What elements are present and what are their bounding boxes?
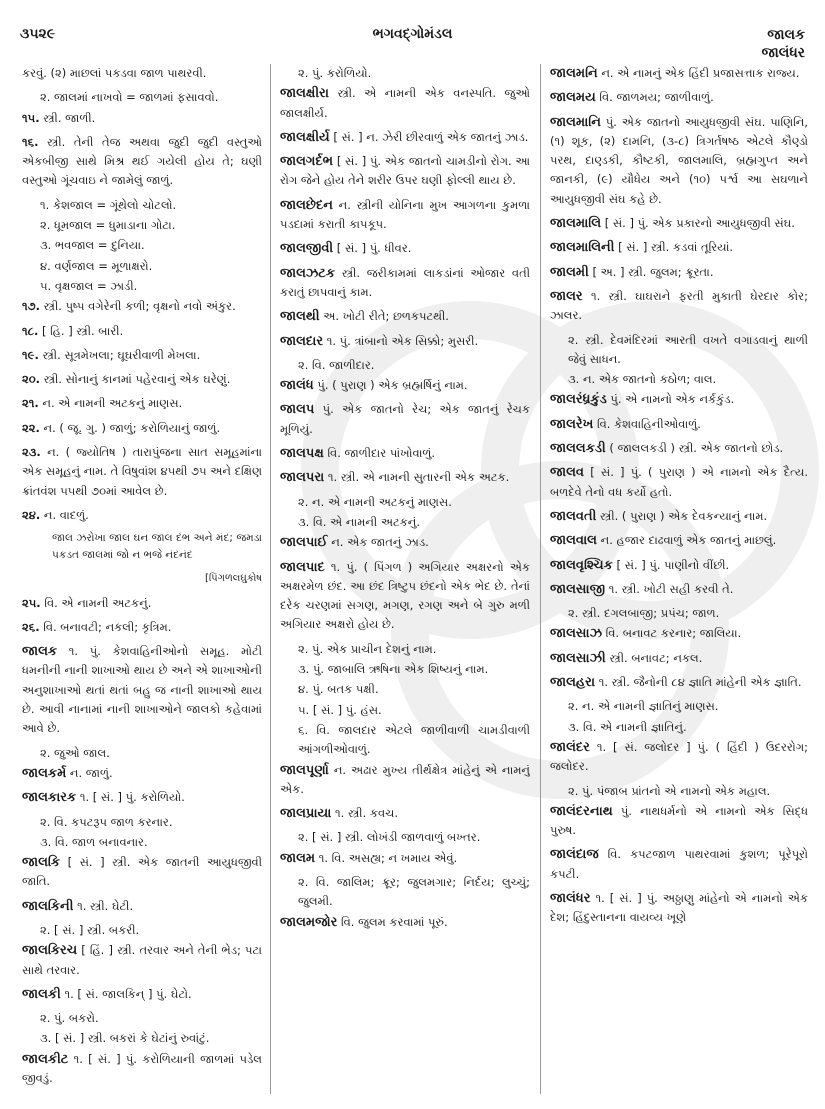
definition-text: ૩. [ સં. ] સ્ત્રી. બકરાં કે ઘેટાંનું રુવાંટું. bbox=[40, 1031, 210, 1046]
sub-sense bbox=[22, 833, 262, 852]
definition-text: [ સં. ] પું. ( પુરાણ ) એ નામનો એક દૈત્ય. બળદેવે તેનો વધ કર્યો હતો. bbox=[550, 465, 808, 499]
definition-text: વિ. બનાવટી; નકલી; કૃત્રિમ. bbox=[43, 619, 172, 634]
definition-text: ૨. વિ. જાલિમ; ક્રૂર; જુલમગાર; નિર્દય; લુચ્ચું; જુલમી. bbox=[298, 874, 530, 909]
definition-text: જાલ ઝરોખા જાલ ઘન જાલ દંભ અને મંદ; જમડા પકડત જાલમાં જો ન ભજે નંદનંદ bbox=[52, 532, 262, 562]
definition-text: વિ. બનાવટ કરનાર; જાલિયા. bbox=[605, 626, 742, 641]
sense-number: ૧૬. bbox=[22, 134, 39, 149]
dictionary-entry bbox=[550, 263, 808, 282]
headword: જાલદાર bbox=[280, 333, 324, 349]
sense-number: ૨૬. bbox=[22, 619, 40, 634]
definition-text: [ અ. ] સ્ત્રી. જુલમ; ક્રૂરતા. bbox=[592, 264, 714, 279]
definition-text: ૨. વિ. કપટરૂપ જાળ કરનાર. bbox=[40, 814, 173, 829]
dictionary-entry bbox=[550, 238, 808, 257]
dictionary-entry bbox=[550, 673, 808, 692]
definition-text: ૪. પું. બતક પક્ષી. bbox=[298, 682, 379, 697]
sub-sense bbox=[22, 813, 262, 832]
definition-text: વિ. કેશવાહિનીઓવાળું. bbox=[596, 416, 701, 431]
definition-text: ૩. વિ. એ નામની અટકનું. bbox=[298, 514, 421, 529]
citation bbox=[22, 530, 262, 564]
definition-text: વિ. જુલમ કરવામાં પૂરું. bbox=[341, 914, 448, 929]
definition-text: સ્ત્રી. બનાવટ; નકલ. bbox=[609, 650, 703, 665]
dictionary-entry bbox=[280, 264, 530, 303]
sub-sense bbox=[280, 640, 530, 659]
sub-sense bbox=[22, 236, 262, 255]
dictionary-entry bbox=[22, 594, 262, 613]
headword: જાલજીવી bbox=[280, 241, 334, 257]
headword: જાલમજોર bbox=[280, 914, 338, 930]
dictionary-entry bbox=[22, 941, 262, 980]
dictionary-entry bbox=[280, 913, 530, 932]
definition-text: ન. સ્ત્રીની યોનિના મુખ આગળના કુમળા પડદામાં કરાતી કાપકૂપ. bbox=[280, 197, 530, 232]
dictionary-entry bbox=[550, 64, 808, 83]
headword: જાલપાદ bbox=[280, 559, 325, 575]
headword: જાલંદરનાથ bbox=[550, 803, 613, 819]
definition-text: ૫. [ સં. ] પું. હંસ. bbox=[298, 702, 382, 717]
headword: જાલંદાજ bbox=[550, 847, 599, 863]
headword: જાલસાઝી bbox=[550, 650, 606, 666]
definition-text: ૬. વિ. જાલદાર એટલે જાળીવાળી ચામડીવાળી આંગળીઓવાળું. bbox=[298, 722, 530, 757]
dictionary-entry bbox=[550, 556, 808, 575]
definition-text: ૧. સ્ત્રી. ઘાઘરાને ફરતી મુકાતી ઘેરદાર કોર; ઝાલર. bbox=[550, 288, 808, 323]
definition-text: ૧. કેશજાલ = ગૂંથેલો ચોટલો. bbox=[40, 197, 177, 212]
sense-number: ૨૫. bbox=[22, 595, 41, 610]
guide-word-last: જાલંધર bbox=[761, 45, 805, 61]
column-divider bbox=[540, 64, 541, 1094]
sub-sense bbox=[280, 873, 530, 912]
definition-text: વિ. જાળમય; જાળીવાળું. bbox=[599, 90, 714, 105]
dictionary-entry bbox=[280, 400, 530, 439]
definition-text: સ્ત્રી. ( પુરાણ ) એક દેવકન્યાનું નામ. bbox=[600, 508, 768, 523]
dictionary-entry bbox=[280, 444, 530, 463]
headword: જાલગર્દભ bbox=[280, 154, 334, 170]
column-3 bbox=[550, 64, 808, 1094]
sense-number: ૨૨. bbox=[22, 420, 40, 435]
definition-text: પું. એક જાતનો આયુધજીવી સંઘ. પાણિનિ, (૧) શૂક, (૨) દામનિ, (૩-૮) ત્રિગર્તષષ્ઠ એટલે કૌણ્ડો પરથ, દાણ્ડકી, કૌષ્ટકી, જાલમાલિ, બ્રહ્મગુપ્ત અને જાનકી, (૯) યૌધેય અને (૧૦) પર્શ્વ આ સઘળાને આયુધજીવી સંઘ કહે છે. bbox=[550, 114, 808, 206]
headword: જાલક્ષીરા bbox=[280, 86, 329, 102]
citation bbox=[22, 569, 262, 588]
dictionary-entry bbox=[550, 531, 808, 550]
definition-text: વિ. જાળીદાર પાંખોવાળું. bbox=[327, 446, 436, 461]
definition-text: ૧. [ સં. ] પું. અઠ્ઠાણુ માંહેનો એ નામનો એક દેશ; હિંદુસ્તાનના વાયવ્ય ખૂણે bbox=[550, 890, 808, 925]
definition-text: ૨. [ સં. ] સ્ત્રી. લોખંડી જાળવાળું બખ્તર. bbox=[298, 830, 481, 845]
dictionary-entry bbox=[22, 419, 262, 438]
sub-sense bbox=[22, 1029, 262, 1048]
sub-sense bbox=[22, 744, 262, 763]
dictionary-entry bbox=[22, 506, 262, 525]
headword: જાલરંધ્રકુંડ bbox=[550, 392, 607, 408]
dictionary-entry bbox=[280, 804, 530, 823]
definition-text: [ સં. ] પું. ધીવર. bbox=[336, 241, 412, 256]
definition-text: ૨. સ્ત્રી. દેવમંદિરમાં આરતી વખતે વગાડવાનું થાળી જેવું સાધન. bbox=[568, 332, 808, 366]
sense-number: ૨૩. bbox=[22, 445, 41, 460]
headword: જાલસાજી bbox=[550, 581, 606, 597]
sub-sense bbox=[280, 493, 530, 512]
dictionary-entry bbox=[280, 196, 530, 235]
dictionary-entry bbox=[22, 853, 262, 892]
headword: જાલપરા bbox=[280, 470, 325, 486]
definition-text: ૧. [ સં. ] પું. કરોળિયાની જાળમાં પડેલ જીવડું. bbox=[22, 1051, 262, 1086]
definition-text: ( જાલલકડી ) સ્ત્રી. એક જાતનો છોડ. bbox=[609, 441, 784, 456]
dictionary-entry bbox=[550, 113, 808, 209]
headword: જાલથી bbox=[280, 309, 320, 325]
definition-text: ૨. ન. એ નામની અટકનું માણસ. bbox=[298, 494, 452, 509]
sub-sense bbox=[22, 196, 262, 215]
dictionary-entry bbox=[22, 297, 262, 316]
sub-sense bbox=[22, 257, 262, 276]
sub-sense bbox=[550, 604, 808, 623]
definition-text: ૩. વિ. એ નામની જ્ઞાતિનું. bbox=[568, 719, 687, 734]
definition-text: ન. ( જ્યોતિષ ) તારાપુંજના સાત સમૂહમાંના એક સમૂહનું નામ. તે વિષુવાંશ ૪૫થી ૭૫ અને દક્ષિણ ક્રાંતવંશ ૫૫થી ૭૦માં આવેલ છે. bbox=[22, 445, 262, 498]
dictionary-entry bbox=[280, 128, 530, 147]
dictionary-entry bbox=[22, 443, 262, 501]
definition-text: ન. જાળું. bbox=[69, 765, 113, 780]
headword: જાલમી bbox=[550, 264, 589, 280]
definition-text: ૧. પું. કેશવાહિનીઓનો સમૂહ. મોટી ધમનીની નાની શાખાઓ થાય છે અને એ શાખાઓની અનુશાખાઓ થતાં થતાં બહુ જ નાની શાખાઓ થાય છે. આવી નાનામાં નાની શાખાઓને જાલકો કહેવામાં આવે છે. bbox=[22, 644, 262, 736]
sub-sense bbox=[280, 64, 530, 83]
definition-text: વિ. કપટજાળ પાથરવામાં કુશળ; પૂરેપૂરો કપટી. bbox=[550, 847, 808, 881]
headword: જાલમનિ bbox=[550, 66, 598, 81]
dictionary-entry bbox=[280, 558, 530, 635]
dictionary-entry bbox=[22, 370, 262, 389]
headword: જાલવૃશ્ચિક bbox=[550, 557, 613, 573]
dictionary-entry bbox=[22, 133, 262, 191]
definition-text: સ્ત્રી. જાળી. bbox=[43, 110, 96, 125]
dictionary-entry bbox=[22, 394, 262, 413]
sub-sense bbox=[550, 370, 808, 389]
headword: જાલવાલ bbox=[550, 533, 598, 549]
headword: જાલલકડી bbox=[550, 441, 606, 457]
definition-text: ૨. પું. એક પ્રાચીન દેશનું નામ. bbox=[298, 641, 437, 656]
headword: જાલરેખ bbox=[550, 416, 594, 432]
headword: જાલકારક bbox=[22, 790, 77, 806]
page-header bbox=[0, 22, 825, 62]
headword: જાલપ્રાયા bbox=[280, 806, 332, 822]
dictionary-entry bbox=[550, 287, 808, 326]
headword: જાલમ bbox=[280, 850, 316, 866]
definition-text: [ સં. ] ન. ઝેરી છીરવાળું એક જાતનું ઝાડ. bbox=[333, 129, 529, 144]
dictionary-entry bbox=[22, 64, 262, 83]
definition-text: સ્ત્રી. સૂત્રમેખલા; ઘૂઘરીવાળી મેખલા. bbox=[42, 347, 201, 362]
dictionary-entry bbox=[550, 889, 808, 928]
dictionary-entry bbox=[550, 507, 808, 526]
definition-text: ૨. પું. પંજાબ પ્રાંતનો એ નામનો એક મહાલ. bbox=[568, 783, 771, 798]
dictionary-entry bbox=[550, 845, 808, 884]
dictionary-entry bbox=[280, 376, 530, 395]
headword: જાલસાઝ bbox=[550, 626, 603, 642]
definition-text: ન. એ નામની અટકનું માણસ. bbox=[42, 396, 183, 411]
headword: જાલપ bbox=[280, 402, 315, 418]
definition-text: ૧. [ સં. ] પું. કરોળિયો. bbox=[79, 790, 185, 805]
dictionary-entry bbox=[280, 468, 530, 487]
dictionary-entry bbox=[550, 738, 808, 777]
definition-text: ૧. પું. ત્રાંબાનો એક સિક્કો; મુસરી. bbox=[326, 333, 479, 348]
dictionary-entry bbox=[22, 985, 262, 1004]
definition-text: સ્ત્રી. એ નામની એક વનસ્પતિ. જુઓ જાલક્ષીર્ય. bbox=[280, 86, 530, 120]
dictionary-entry bbox=[22, 346, 262, 365]
dictionary-entry bbox=[280, 332, 530, 351]
sub-sense bbox=[22, 88, 262, 107]
definition-text: ૧. સ્ત્રી. ખોટી સહી કરવી તે. bbox=[608, 581, 734, 596]
dictionary-entry bbox=[22, 788, 262, 807]
headword: જાલર bbox=[550, 288, 583, 304]
definition-text: ૩. ભવજાલ = દુનિયા. bbox=[40, 238, 145, 253]
definition-text: ન. અઢાર મુખ્ય તીર્થક્ષેત્ર માંહેનું એ નામનું એક. bbox=[280, 762, 530, 796]
definition-text: [ સં. ] પું. પાણીનો વીંછી. bbox=[616, 557, 730, 572]
sense-number: ૨૦. bbox=[22, 372, 41, 387]
headword: જાલકીટ bbox=[22, 1051, 69, 1067]
headword: જાલવ bbox=[550, 465, 584, 481]
sense-number: ૨૪. bbox=[22, 507, 41, 522]
page-number: ૩૫૨૯ bbox=[20, 26, 56, 42]
definition-text: ૧. સ્ત્રી. ઘેટી. bbox=[77, 898, 134, 913]
definition-text: ૧. વિ. અસહ્ય; ન ખમાય એવું. bbox=[318, 850, 458, 865]
definition-text: ન. એ નામનું એક હિંદી પ્રજાસત્તાક રાજ્ય. bbox=[601, 66, 800, 80]
dictionary-entry bbox=[22, 322, 262, 341]
definition-text: ૧. સ્ત્રી. એ નામની સુતારની એક અટક. bbox=[327, 470, 510, 485]
definition-text: ન. ( જૂ. ગુ. ) જાળું; કરોળિયાનું જાળું. bbox=[43, 420, 221, 435]
definition-text: ન. હજાર દાઢવાળું એક જાતનું માછલું. bbox=[600, 533, 777, 548]
column-1 bbox=[22, 64, 262, 1094]
definition-text: ૧. [ સં. જલોદર ] પું. ( હિંદી ) ઉદરરોગ; જલોદર. bbox=[550, 739, 808, 774]
definition-text: [ સં. ] સ્ત્રી. એક જાતની આયુધજીવી જાતિ. bbox=[22, 855, 262, 889]
headword: જાલછેદન bbox=[280, 197, 333, 213]
sub-sense bbox=[22, 216, 262, 235]
sub-sense bbox=[22, 921, 262, 940]
headword: જાલમાનિ bbox=[550, 114, 601, 130]
dictionary-entry bbox=[22, 642, 262, 738]
dictionary-entry bbox=[550, 214, 808, 233]
headword: જાલકી bbox=[22, 986, 61, 1002]
sense-number: ૨૧. bbox=[22, 396, 39, 411]
definition-text: ૨. [ સં. ] સ્ત્રી. બકરી. bbox=[40, 922, 140, 937]
sub-sense bbox=[280, 680, 530, 699]
headword: જાલંધર bbox=[550, 890, 591, 906]
sense-number: ૧૭. bbox=[22, 299, 40, 314]
headword: જાલક bbox=[22, 644, 58, 660]
definition-text: ૩. પું. જાબાલિ ઋષિના એક શિષ્યનું નામ. bbox=[298, 662, 489, 677]
dictionary-entry bbox=[550, 463, 808, 502]
sense-number: ૧૮. bbox=[22, 323, 39, 338]
headword: જાલહરા bbox=[550, 675, 596, 691]
sub-sense bbox=[22, 277, 262, 296]
sub-sense bbox=[280, 721, 530, 760]
sub-sense bbox=[280, 660, 530, 679]
definition-text: [ હિ. ] સ્ત્રી. બારી. bbox=[42, 323, 124, 338]
definition-text: પું. ( પુરાણ ) એક બ્રહ્મર્ષિનું નામ. bbox=[317, 378, 468, 393]
dictionary-entry bbox=[22, 618, 262, 637]
dictionary-entry bbox=[280, 849, 530, 868]
definition-text: ૨. જાલમાં નાખવો = જાળમાં ફસાવવો. bbox=[40, 90, 219, 105]
dictionary-entry bbox=[550, 580, 808, 599]
dictionary-entry bbox=[550, 649, 808, 668]
column-divider bbox=[270, 64, 271, 1094]
definition-text: ૫. વૃક્ષજાલ = ઝાડી. bbox=[40, 278, 138, 293]
definition-text: પું. નાથધર્મનો એ નામનો એક સિદ્ધ પુરુષ. bbox=[550, 803, 808, 838]
dictionary-entry bbox=[22, 897, 262, 916]
sub-sense bbox=[22, 1009, 262, 1028]
headword: જાલમાલિ bbox=[550, 216, 602, 232]
dictionary-entry bbox=[22, 1050, 262, 1089]
dictionary-columns bbox=[18, 64, 808, 1094]
sub-sense bbox=[550, 331, 808, 370]
definition-text: ૩. ન. એક જાતનો કઠોળ; વાલ. bbox=[568, 372, 717, 387]
headword: જાલપૂર્ણા bbox=[280, 762, 329, 778]
sense-number: ૧૯. bbox=[22, 347, 39, 362]
sub-sense bbox=[280, 513, 530, 532]
definition-text: સ્ત્રી. પુષ્પ વગેરેની કળી; વૃક્ષનો નવો અંકુર. bbox=[43, 299, 236, 314]
headword: જાલપક્ષ bbox=[280, 446, 324, 462]
headword: જાલંદર bbox=[550, 739, 590, 755]
sub-sense bbox=[280, 828, 530, 847]
definition-text: કરવું. (૨) માછલાં પકડવા જાળ પાથરવી. bbox=[22, 66, 207, 80]
headword: જાલકિ bbox=[22, 855, 61, 871]
dictionary-entry bbox=[550, 390, 808, 409]
definition-text: ૨. પું. કરોળિયો. bbox=[298, 66, 372, 80]
definition-text: ૪. વર્ણજાલ = મૂળાક્ષરો. bbox=[40, 258, 153, 273]
column-2 bbox=[280, 64, 530, 1094]
definition-text: [પિંગળલઘુકોષ bbox=[205, 573, 262, 585]
definition-text: ૧. [ સં. જાલકિન્ ] પું. ઘેટો. bbox=[64, 986, 192, 1001]
definition-text: સ્ત્રી. જરીકામમાં લાકડાંનાં ઓજાર વતી કરાતું છાપવાનું કામ. bbox=[280, 265, 530, 299]
sub-sense bbox=[550, 697, 808, 716]
definition-text: [ હિં. ] સ્ત્રી. તરવાર અને તેની ભેડ; પટા સાથે તરવાર. bbox=[22, 943, 262, 977]
dictionary-entry bbox=[280, 152, 530, 191]
definition-text: સ્ત્રી. સોનાનું કાનમાં પહેરવાનું એક ઘરેણું. bbox=[43, 372, 231, 387]
definition-text: ન. વાદળું. bbox=[43, 507, 89, 522]
definition-text: સ્ત્રી. તેની તેજ અથવા જુદી જુદી વસ્તુઓ એકબીજી સાથે મિશ્ર થઈ ગયેલી હોય તે; ઘણી વસ્તુઓ ગૂંચવાઇ ને જામેલું જાળું. bbox=[22, 134, 262, 188]
sense-number: ૧૫. bbox=[22, 110, 40, 125]
definition-text: ૩. વિ. જાળ બનાવનાર. bbox=[40, 834, 148, 849]
definition-text: ૨. ધૂમજાલ = ધુમાડાના ગોટા. bbox=[40, 218, 176, 233]
definition-text: વિ. એ નામની અટકનું. bbox=[44, 595, 152, 610]
definition-text: અ. ખોટી રીતે; છળકપટથી. bbox=[323, 309, 449, 324]
dictionary-entry bbox=[550, 439, 808, 458]
definition-text: ૨. વિ. જાળીદાર. bbox=[298, 357, 375, 372]
headword: જાલકિરચ bbox=[22, 943, 78, 959]
dictionary-entry bbox=[280, 239, 530, 258]
headword: જાલક્ષીર્ય bbox=[280, 129, 330, 145]
dictionary-entry bbox=[280, 84, 530, 123]
dictionary-entry bbox=[22, 764, 262, 783]
headword: જાલવતી bbox=[550, 508, 597, 524]
definition-text: ૨. પું. બકરો. bbox=[40, 1011, 99, 1026]
guide-words bbox=[761, 26, 805, 62]
definition-text: [ સં. ] સ્ત્રી. કડવાં તૂરિયાં. bbox=[618, 240, 734, 255]
definition-text: પું. એક જાતનો રેચ; એક જાતનું રેચક મૂળિયું. bbox=[280, 402, 530, 436]
dictionary-entry bbox=[280, 307, 530, 326]
book-title: ભગવદ્ગોમંડલ bbox=[372, 26, 453, 42]
dictionary-entry bbox=[280, 533, 530, 552]
definition-text: ૨. સ્ત્રી. દગલબાજી; પ્રપંચ; જાળ. bbox=[568, 606, 720, 621]
headword: જાલકિની bbox=[22, 898, 74, 914]
definition-text: [ સં. ] પું. એક જાતનો ચામડીનો રોગ. આ રોગ જેને હોય તેને શરીર ઉપર ઘણી ફોલ્લી થાય છે. bbox=[280, 154, 530, 188]
dictionary-entry bbox=[550, 624, 808, 643]
dictionary-entry bbox=[550, 802, 808, 841]
definition-text: [ સં. ] પું. એક પ્રકારનો આયુધજીવી સંઘ. bbox=[604, 216, 795, 231]
definition-text: ૧. સ્ત્રી. કવચ. bbox=[335, 806, 399, 821]
dictionary-entry bbox=[280, 761, 530, 800]
headword: જાલકર્મ bbox=[22, 765, 67, 781]
headword: જાલઝટક bbox=[280, 265, 336, 281]
sub-sense bbox=[280, 356, 530, 375]
headword: જાલમાલિની bbox=[550, 240, 615, 256]
dictionary-entry bbox=[22, 109, 262, 128]
sub-sense bbox=[550, 782, 808, 801]
headword: જાલંધ bbox=[280, 378, 314, 394]
definition-text: ૧. પું. ( પિંગળ ) અગિયાર અક્ષરનો એક અક્ષરમેળ છંદ. આ છંદ ત્રિષ્ટુપ છંદનો એક ભેદ છે. તેનાં દરેક ચરણમાં સગણ, મગણ, રગણ અને બે ગુરુ મળી અગિયાર અક્ષરો હોય છે. bbox=[280, 559, 530, 632]
sub-sense bbox=[550, 718, 808, 737]
guide-word-first: જાલક bbox=[767, 27, 805, 43]
dictionary-entry bbox=[550, 415, 808, 434]
headword: જાલમય bbox=[550, 90, 596, 106]
definition-text: પું. એ નામનો એક નર્કકુંડ. bbox=[610, 392, 735, 407]
headword: જાલપાઈ bbox=[280, 535, 328, 551]
definition-text: ન. એક જાતનું ઝાડ. bbox=[331, 535, 429, 550]
definition-text: ૧. સ્ત્રી. જૈનોની ૮૪ જ્ઞાતિ માંહેની એક જ્ઞાતિ. bbox=[598, 675, 802, 690]
sub-sense bbox=[280, 701, 530, 720]
definition-text: ૨. ન. એ નામની જ્ઞાતિનું માણસ. bbox=[568, 699, 719, 714]
dictionary-entry bbox=[550, 88, 808, 107]
definition-text: ૨. જુઓ જાલ. bbox=[40, 745, 110, 760]
